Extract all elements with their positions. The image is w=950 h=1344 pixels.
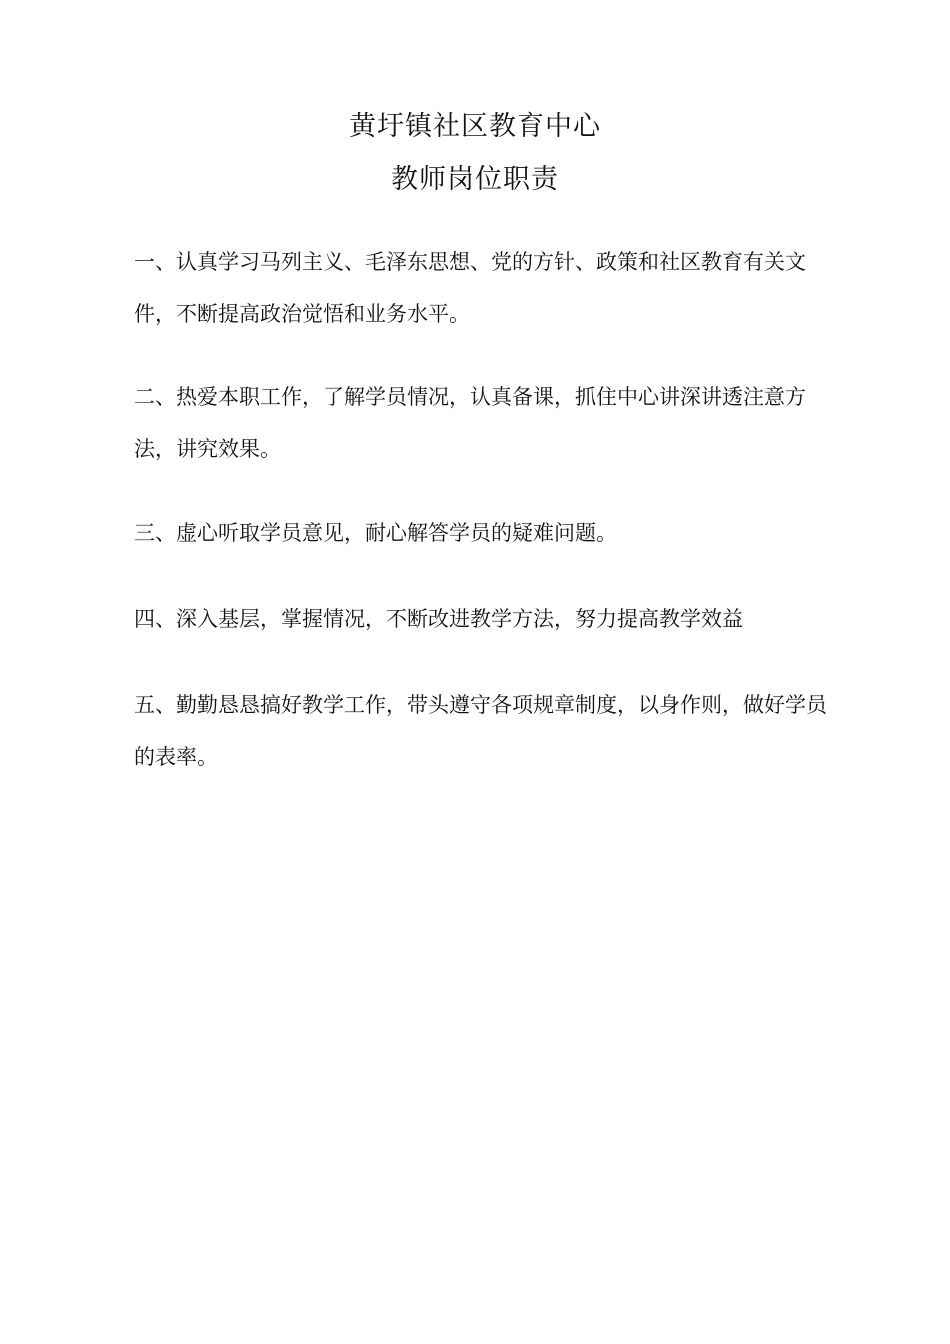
document-subtitle: 教师岗位职责 (391, 164, 559, 195)
duty-item-4: 四、深入基层，掌握情况，不断改进教学方法，努力提高教学效益 (134, 607, 743, 631)
duty-item-2: 二、热爱本职工作，了解学员情况，认真备课，抓住中心讲深讲透注意方法，讲究效果。 (134, 385, 806, 461)
duty-item-3: 三、虚心听取学员意见，耐心解答学员的疑难问题。 (134, 521, 617, 545)
duty-item-1: 一、认真学习马列主义、毛泽东思想、党的方针、政策和社区教育有关文件，不断提高政治觉悟和业务水平。 (134, 250, 806, 326)
duty-item-5: 五、勤勤恳恳搞好教学工作，带头遵守各项规章制度，以身作则，做好学员的表率。 (134, 693, 827, 769)
document-title: 黄圩镇社区教育中心 (349, 111, 601, 142)
